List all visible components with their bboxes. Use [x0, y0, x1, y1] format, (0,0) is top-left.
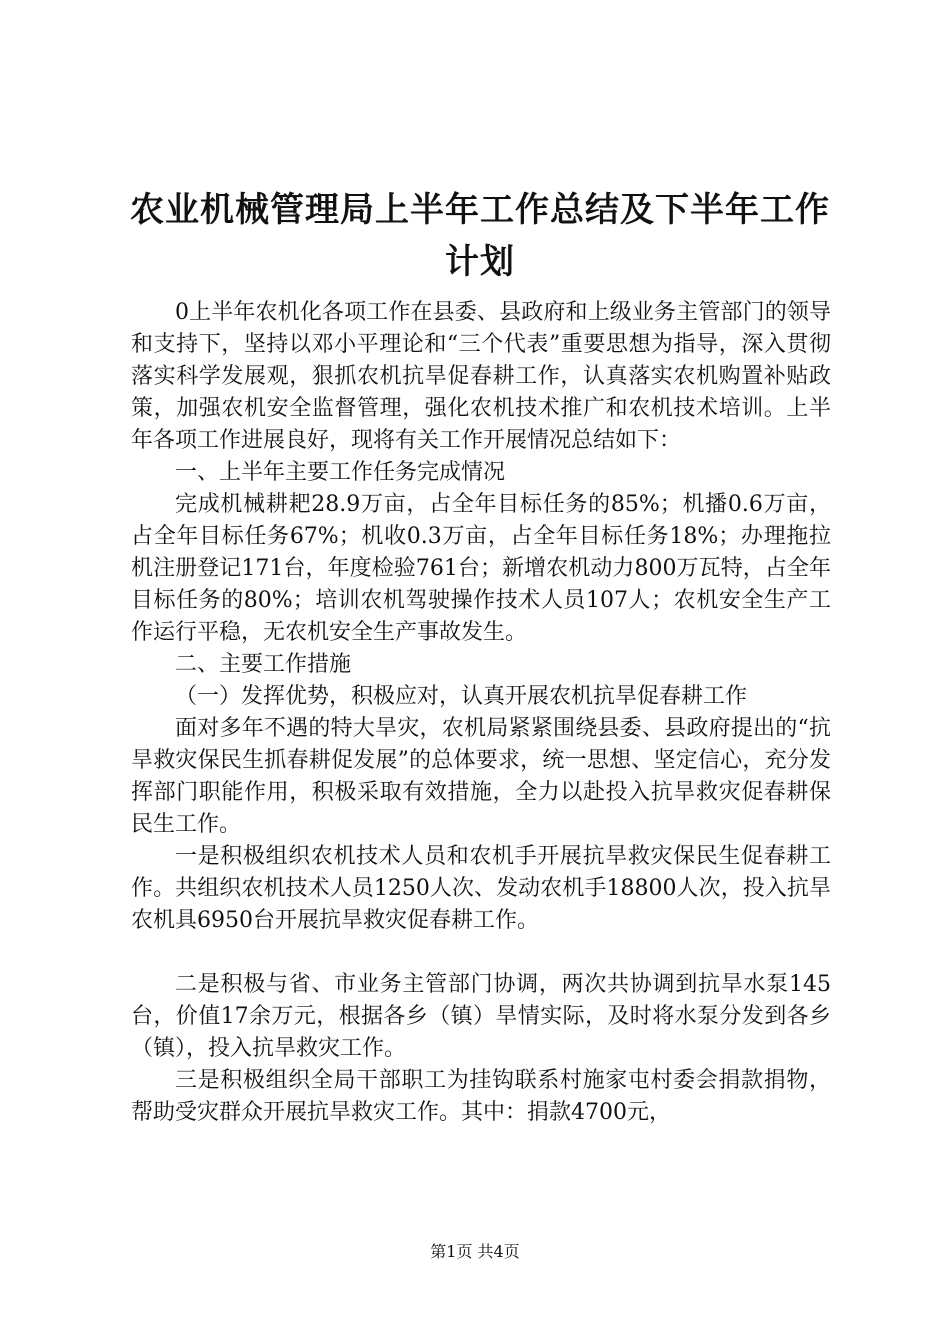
document-title: 农业机械管理局上半年工作总结及下半年工作计划 — [130, 190, 830, 282]
blank-line — [131, 937, 831, 969]
document-body — [131, 297, 831, 1129]
page-footer: 第1页 共4页 — [430, 1242, 520, 1261]
paragraph-intro: 0上半年农机化各项工作在县委、县政府和上级业务主管部门的领导和支持下，坚持以邓小平理论和“三个代表”重要思想为指导，深入贯彻落实科学发展观，狠抓农机抗旱促春耕工作，认真落实农机购置补贴政策，加强农机安全监督管理，强化农机技术推广和农机技术培训。上半年各项工作进展良好，现将有关工作开展情况总结如下： — [131, 300, 831, 453]
subheading-1: （一）发挥优势，积极应对，认真开展农机抗旱促春耕工作 — [175, 684, 748, 709]
paragraph-point-1: 一是积极组织农机技术人员和农机手开展抗旱救灾保民生促春耕工作。共组织农机技术人员1250人次、发动农机手18800人次，投入抗旱农机具6950台开展抗旱救灾促春耕工作。 — [131, 844, 831, 933]
paragraph-drought: 面对多年不遇的特大旱灾，农机局紧紧围绕县委、县政府提出的“抗旱救灾保民生抓春耕促发展”的总体要求，统一思想、坚定信心，充分发挥部门职能作用，积极采取有效措施，全力以赴投入抗旱救灾促春耕保民生工作。 — [131, 716, 831, 837]
heading-section-2: 二、主要工作措施 — [175, 652, 352, 677]
paragraph-point-3: 三是积极组织全局干部职工为挂钩联系村施家屯村委会捐款捐物，帮助受灾群众开展抗旱救灾工作。其中：捐款4700元， — [131, 1068, 831, 1125]
paragraph-point-2: 二是积极与省、市业务主管部门协调，两次共协调到抗旱水泵145台，价值17余万元，根据各乡（镇）旱情实际，及时将水泵分发到各乡（镇），投入抗旱救灾工作。 — [131, 972, 831, 1061]
paragraph-completion: 完成机械耕耙28.9万亩，占全年目标任务的85%；机播0.6万亩，占全年目标任务67%；机收0.3万亩，占全年目标任务18%；办理拖拉机注册登记171台，年度检验761台；新增农机动力800万瓦特，占全年目标任务的80%；培训农机驾驶操作技术人员107人；农机安全生产工作运行平稳，无农机安全生产事故发生。 — [131, 492, 831, 645]
heading-section-1: 一、上半年主要工作任务完成情况 — [175, 460, 506, 485]
